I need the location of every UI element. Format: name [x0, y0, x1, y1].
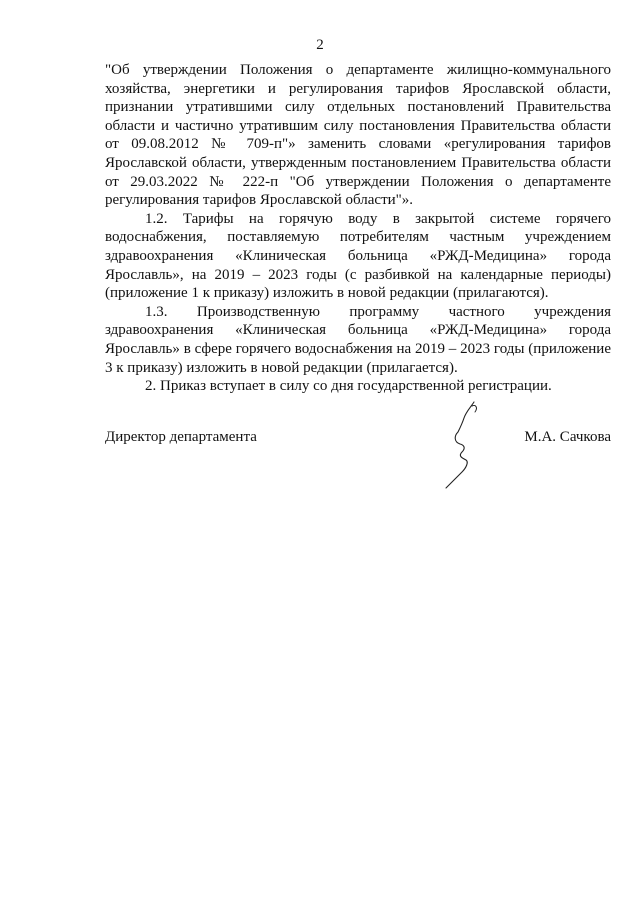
signer-position: Директор департамента: [105, 429, 257, 445]
handwritten-signature: [442, 398, 492, 490]
signer-name: М.А. Сачкова: [524, 429, 611, 445]
document-body: [105, 61, 611, 396]
paragraph-1-2: 1.2. Тарифы на горячую воду в закрытой системе горячего водоснабжения, поставляемую потребителям частным учреждением здравоохранения «Клиническая больница «РЖД-Медицина» города Ярославль», на 2019 – 2023 годы (с разбивкой на календарные периоды) (приложение 1 к приказу) изложить в новой редакции (прилагаются).: [105, 210, 611, 302]
page-number: 2: [316, 37, 324, 53]
paragraph-1-3: 1.3. Производственную программу частного учреждения здравоохранения «Клиническая больница «РЖД-Медицина» города Ярославль» в сфере горячего водоснабжения на 2019 – 2023 годы (приложение 3 к приказу) изложить в новой редакции (прилагается).: [105, 303, 611, 376]
paragraph-continuation: "Об утверждении Положения о департаменте жилищно-коммунального хозяйства, энергетики и регулирования тарифов Ярославской области, признании утратившими силу отдельных постановлений Правительства области и частично утратившим силу постановления Правительства области от 09.08.2012 № 709-п"» заменить словами «регулирования тарифов Ярославской области, утвержденным постановлением Правительства области от 29.03.2022 № 222-п "Об утверждении Положения о департаменте регулирования тарифов Ярославской области"».: [105, 62, 611, 209]
paragraph-2: 2. Приказ вступает в силу со дня государственной регистрации.: [145, 378, 552, 395]
signature-block: [105, 428, 611, 448]
